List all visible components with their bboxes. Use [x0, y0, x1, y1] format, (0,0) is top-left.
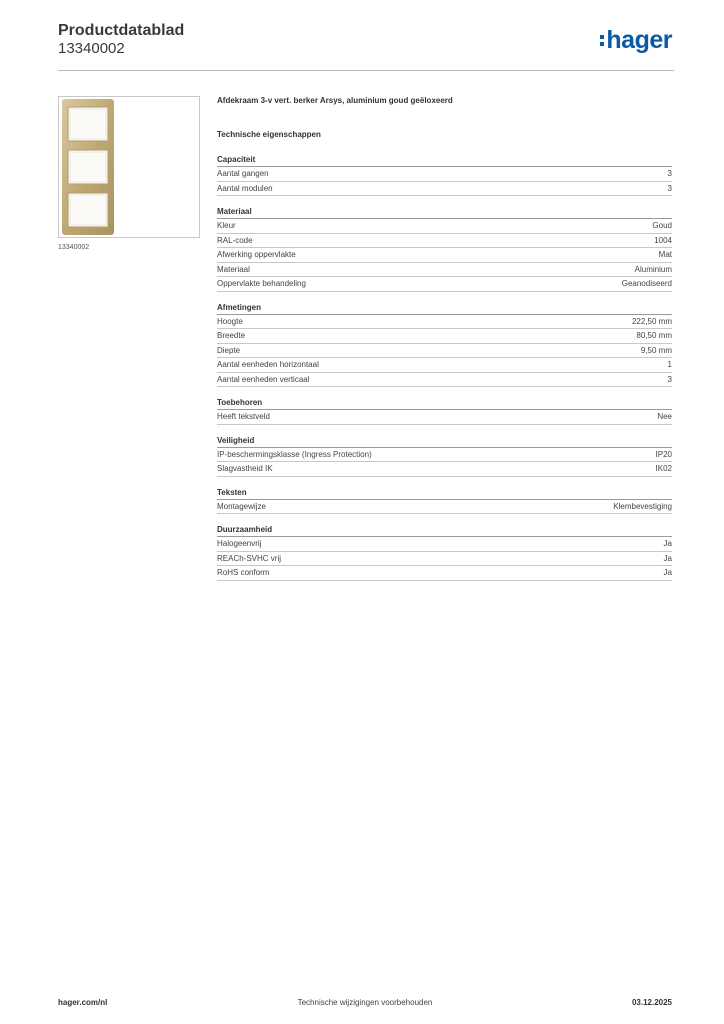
spec-row [217, 167, 672, 182]
spec-label: Aantal gangen [217, 169, 269, 178]
product-image [58, 96, 200, 238]
spec-row [217, 219, 672, 234]
spec-value: Mat [658, 250, 672, 259]
section-title: Toebehoren [217, 397, 672, 410]
spec-value: 1 [667, 360, 672, 369]
spec-row [217, 234, 672, 249]
spec-row [217, 358, 672, 373]
section-toebehoren [217, 397, 672, 425]
spec-value: Goud [652, 221, 672, 230]
section-title: Veiligheid [217, 435, 672, 448]
spec-label: Slagvastheid IK [217, 464, 273, 473]
spec-value: Geanodiseerd [621, 279, 672, 288]
spec-value: Ja [663, 553, 672, 563]
page-header [58, 20, 674, 71]
spec-label: Breedte [217, 331, 246, 340]
section-title: Capaciteit [217, 154, 672, 167]
section-title: Duurzaamheid [217, 524, 672, 537]
spec-value: 3 [667, 183, 672, 193]
spec-row [217, 329, 672, 344]
spec-label: Oppervlakte behandeling [217, 279, 306, 288]
spec-label: Materiaal [217, 264, 250, 274]
hager-logo [600, 28, 672, 53]
page-footer [58, 998, 672, 1010]
spec-value: IK02 [655, 464, 672, 473]
spec-label: Aantal modulen [217, 183, 273, 193]
spec-value: Ja [663, 539, 672, 548]
spec-value: Klembevestiging [613, 501, 672, 511]
logo-dots-icon [600, 30, 604, 52]
spec-row [217, 462, 672, 477]
spec-value: Ja [663, 568, 672, 577]
spec-value: Nee [657, 412, 672, 421]
document-number: 13340002 [58, 40, 125, 57]
frame-3-gang-vertical-icon [59, 97, 199, 237]
section-title: Afmetingen [217, 302, 672, 315]
spec-label: Aantal eenheden verticaal [217, 374, 310, 384]
spec-value: 1004 [654, 235, 672, 245]
spec-label: Hoogte [217, 316, 243, 326]
section-title: Materiaal [217, 206, 672, 219]
spec-label: Kleur [217, 221, 236, 230]
spec-label: RAL-code [217, 235, 253, 245]
spec-row [217, 566, 672, 581]
image-caption: 13340002 [58, 244, 90, 251]
spec-label: Diepte [217, 345, 241, 355]
spec-row [217, 315, 672, 330]
spec-label: REACh-SVHC vrij [217, 553, 282, 563]
spec-label: Aantal eenheden horizontaal [217, 360, 319, 369]
spec-row [217, 500, 672, 515]
spec-label: Heeft tekstveld [217, 412, 270, 421]
spec-row [217, 373, 672, 388]
spec-value: 3 [667, 374, 672, 384]
footer-date: 03.12.2025 [631, 998, 672, 1007]
spec-label: Halogeenvrij [217, 539, 262, 548]
spec-row [217, 263, 672, 278]
spec-label: Afwerking oppervlakte [217, 250, 296, 259]
spec-value: 9,50 mm [640, 345, 672, 355]
spec-row [217, 248, 672, 263]
spec-label: Montagewijze [217, 501, 266, 511]
spec-label: RoHS conform [217, 568, 270, 577]
section-afmetingen [217, 302, 672, 388]
spec-value: Aluminium [634, 264, 672, 274]
spec-value: 222,50 mm [631, 316, 672, 326]
section-title: Teksten [217, 487, 672, 500]
product-description: Afdekraam 3-v vert. berker Arsys, aluminium goud geëloxeerd [217, 96, 453, 105]
section-capaciteit [217, 154, 672, 196]
spec-row [217, 537, 672, 552]
section-teksten [217, 487, 672, 515]
section-veiligheid [217, 435, 672, 477]
technical-properties-title: Technische eigenschappen [217, 130, 321, 139]
spec-row [217, 277, 672, 292]
spec-row [217, 410, 672, 425]
section-duurzaamheid [217, 524, 672, 581]
spec-value: 80,50 mm [636, 331, 672, 340]
spec-row [217, 182, 672, 197]
document-title: Productdatablad [58, 22, 185, 39]
section-materiaal [217, 206, 672, 292]
footer-disclaimer: Technische wijzigingen voorbehouden [297, 998, 433, 1007]
spec-label: IP-beschermingsklasse (Ingress Protection) [217, 449, 372, 459]
spec-row [217, 344, 672, 359]
spec-row [217, 448, 672, 463]
footer-website: hager.com/nl [58, 998, 108, 1007]
product-content [217, 96, 672, 581]
spec-value: 3 [667, 169, 672, 178]
spec-value: IP20 [655, 449, 672, 459]
spec-row [217, 552, 672, 567]
logo-text: hager [606, 26, 672, 54]
